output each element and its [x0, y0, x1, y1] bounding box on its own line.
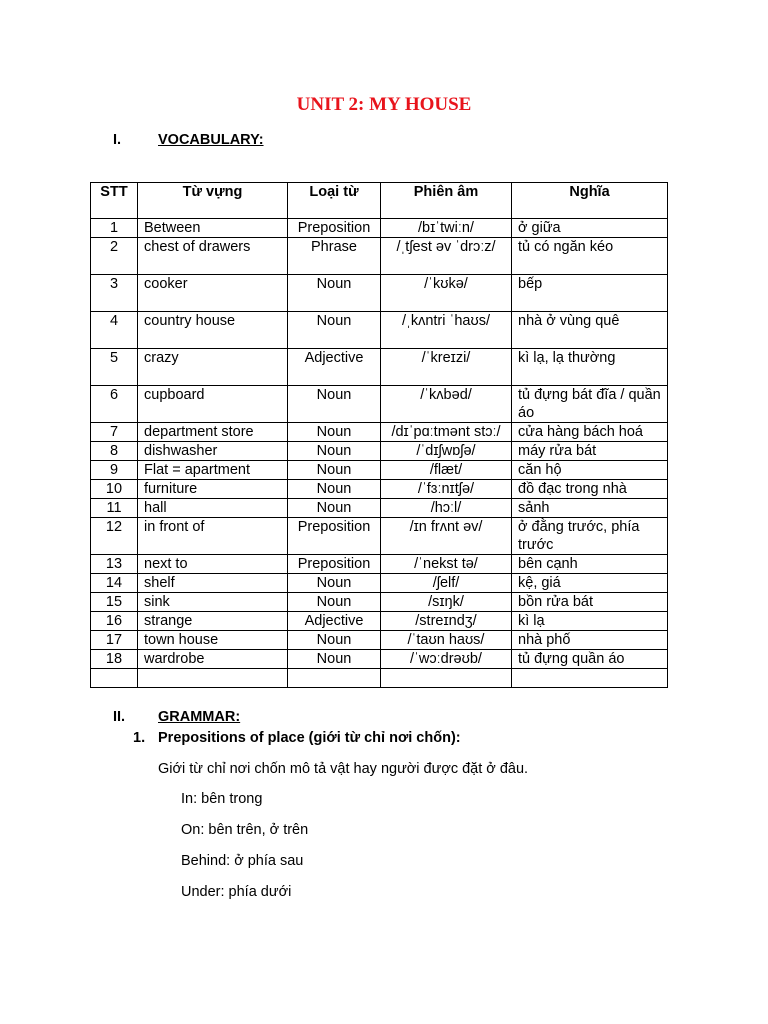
cell-type: Preposition [288, 219, 381, 238]
cell-meaning: cửa hàng bách hoá [512, 423, 668, 442]
cell-stt: 12 [91, 518, 138, 555]
cell-pronunciation: /hɔːl/ [381, 499, 512, 518]
cell-type: Adjective [288, 612, 381, 631]
grammar-line-under: Under: phía dưới [181, 884, 292, 900]
cell-pronunciation: /ʃelf/ [381, 574, 512, 593]
cell-pronunciation: /ˈkʊkə/ [381, 275, 512, 312]
cell-stt: 3 [91, 275, 138, 312]
vocabulary-table [90, 182, 668, 688]
table-row [91, 574, 668, 593]
table-row [91, 518, 668, 555]
cell-pronunciation: /flæt/ [381, 461, 512, 480]
cell-stt: 9 [91, 461, 138, 480]
table-row [91, 386, 668, 423]
cell-pronunciation: /ˈnekst tə/ [381, 555, 512, 574]
table-row [91, 461, 668, 480]
cell-type: Adjective [288, 349, 381, 386]
cell-meaning: nhà ở vùng quê [512, 312, 668, 349]
cell-type: Noun [288, 461, 381, 480]
cell-word: in front of [138, 518, 288, 555]
cell-pronunciation [381, 669, 512, 688]
cell-word: sink [138, 593, 288, 612]
table-header-row [91, 183, 668, 219]
section-number-grammar: II. [113, 709, 126, 725]
cell-pronunciation: /ˈfɜːnɪtʃə/ [381, 480, 512, 499]
cell-meaning: bếp [512, 275, 668, 312]
grammar-line-in: In: bên trong [181, 791, 263, 807]
cell-word: cupboard [138, 386, 288, 423]
cell-word: furniture [138, 480, 288, 499]
cell-type: Noun [288, 631, 381, 650]
table-row [91, 669, 668, 688]
cell-pronunciation: /ɪn frʌnt əv/ [381, 518, 512, 555]
cell-stt: 5 [91, 349, 138, 386]
cell-meaning: tủ đựng quần áo [512, 650, 668, 669]
cell-pronunciation: /bɪˈtwiːn/ [381, 219, 512, 238]
cell-type: Noun [288, 574, 381, 593]
cell-word: cooker [138, 275, 288, 312]
cell-pronunciation: /dɪˈpɑːtmənt stɔː/ [381, 423, 512, 442]
header-meaning: Nghĩa [512, 183, 668, 219]
cell-meaning: máy rửa bát [512, 442, 668, 461]
table-row [91, 275, 668, 312]
cell-stt: 2 [91, 238, 138, 275]
cell-word: town house [138, 631, 288, 650]
cell-pronunciation: /ˈkʌbəd/ [381, 386, 512, 423]
cell-word: next to [138, 555, 288, 574]
cell-stt: 10 [91, 480, 138, 499]
cell-meaning: tủ đựng bát đĩa / quần áo [512, 386, 668, 423]
cell-stt: 11 [91, 499, 138, 518]
cell-pronunciation: /streɪndʒ/ [381, 612, 512, 631]
cell-meaning: kì lạ, lạ thường [512, 349, 668, 386]
cell-type: Preposition [288, 518, 381, 555]
cell-word: chest of drawers [138, 238, 288, 275]
cell-meaning: đồ đạc trong nhà [512, 480, 668, 499]
section-number-vocabulary: I. [113, 132, 122, 148]
cell-pronunciation: /ˈwɔːdrəʊb/ [381, 650, 512, 669]
cell-type: Noun [288, 312, 381, 349]
table-row [91, 238, 668, 275]
cell-stt: 14 [91, 574, 138, 593]
header-stt: STT [91, 183, 138, 219]
cell-pronunciation: /ˈkreɪzi/ [381, 349, 512, 386]
cell-word: Between [138, 219, 288, 238]
page-title: UNIT 2: MY HOUSE [296, 94, 472, 115]
table-row [91, 312, 668, 349]
table-row [91, 442, 668, 461]
cell-stt: 18 [91, 650, 138, 669]
cell-stt: 16 [91, 612, 138, 631]
cell-stt: 8 [91, 442, 138, 461]
cell-type: Noun [288, 386, 381, 423]
cell-pronunciation: /ˌkʌntri ˈhaʊs/ [381, 312, 512, 349]
table-row [91, 631, 668, 650]
table-row [91, 480, 668, 499]
cell-type: Noun [288, 423, 381, 442]
cell-meaning: kệ, giá [512, 574, 668, 593]
cell-type: Phrase [288, 238, 381, 275]
cell-meaning [512, 669, 668, 688]
cell-meaning: căn hộ [512, 461, 668, 480]
cell-meaning: tủ có ngăn kéo [512, 238, 668, 275]
cell-pronunciation: /ˈdɪʃwɒʃə/ [381, 442, 512, 461]
cell-word [138, 669, 288, 688]
grammar-item-number: 1. [133, 730, 146, 746]
table-row [91, 219, 668, 238]
table-row [91, 499, 668, 518]
cell-word: dishwasher [138, 442, 288, 461]
cell-word: department store [138, 423, 288, 442]
header-word: Từ vựng [138, 183, 288, 219]
cell-type: Noun [288, 650, 381, 669]
cell-stt: 7 [91, 423, 138, 442]
cell-stt: 6 [91, 386, 138, 423]
table-row [91, 555, 668, 574]
table-row [91, 593, 668, 612]
cell-word: country house [138, 312, 288, 349]
section-title-vocabulary: VOCABULARY: [158, 132, 264, 148]
cell-meaning: nhà phố [512, 631, 668, 650]
cell-word: shelf [138, 574, 288, 593]
cell-stt: 4 [91, 312, 138, 349]
grammar-item-title: Prepositions of place (giới từ chỉ nơi chốn): [158, 730, 461, 746]
table-row [91, 612, 668, 631]
cell-stt: 1 [91, 219, 138, 238]
cell-type: Noun [288, 480, 381, 499]
cell-type: Noun [288, 499, 381, 518]
cell-meaning: sảnh [512, 499, 668, 518]
table-row [91, 423, 668, 442]
cell-type [288, 669, 381, 688]
cell-stt: 13 [91, 555, 138, 574]
cell-type: Noun [288, 275, 381, 312]
cell-stt [91, 669, 138, 688]
cell-word: Flat = apartment [138, 461, 288, 480]
cell-type: Preposition [288, 555, 381, 574]
table-row [91, 650, 668, 669]
cell-word: crazy [138, 349, 288, 386]
grammar-intro: Giới từ chỉ nơi chốn mô tả vật hay người được đặt ở đâu. [158, 761, 529, 777]
cell-stt: 17 [91, 631, 138, 650]
cell-pronunciation: /ˌtʃest əv ˈdrɔːz/ [381, 238, 512, 275]
cell-word: strange [138, 612, 288, 631]
cell-stt: 15 [91, 593, 138, 612]
cell-pronunciation: /sɪŋk/ [381, 593, 512, 612]
section-title-grammar: GRAMMAR: [158, 709, 241, 725]
grammar-line-behind: Behind: ở phía sau [181, 853, 304, 869]
table-row [91, 349, 668, 386]
cell-type: Noun [288, 442, 381, 461]
cell-word: wardrobe [138, 650, 288, 669]
cell-meaning: ở đằng trước, phía trước [512, 518, 668, 555]
cell-meaning: ở giữa [512, 219, 668, 238]
cell-meaning: bồn rửa bát [512, 593, 668, 612]
cell-meaning: kì lạ [512, 612, 668, 631]
cell-word: hall [138, 499, 288, 518]
header-pronunciation: Phiên âm [381, 183, 512, 219]
grammar-line-on: On: bên trên, ở trên [181, 822, 309, 838]
cell-pronunciation: /ˈtaʊn haʊs/ [381, 631, 512, 650]
header-word-type: Loại từ [288, 183, 381, 219]
cell-type: Noun [288, 593, 381, 612]
cell-meaning: bên cạnh [512, 555, 668, 574]
